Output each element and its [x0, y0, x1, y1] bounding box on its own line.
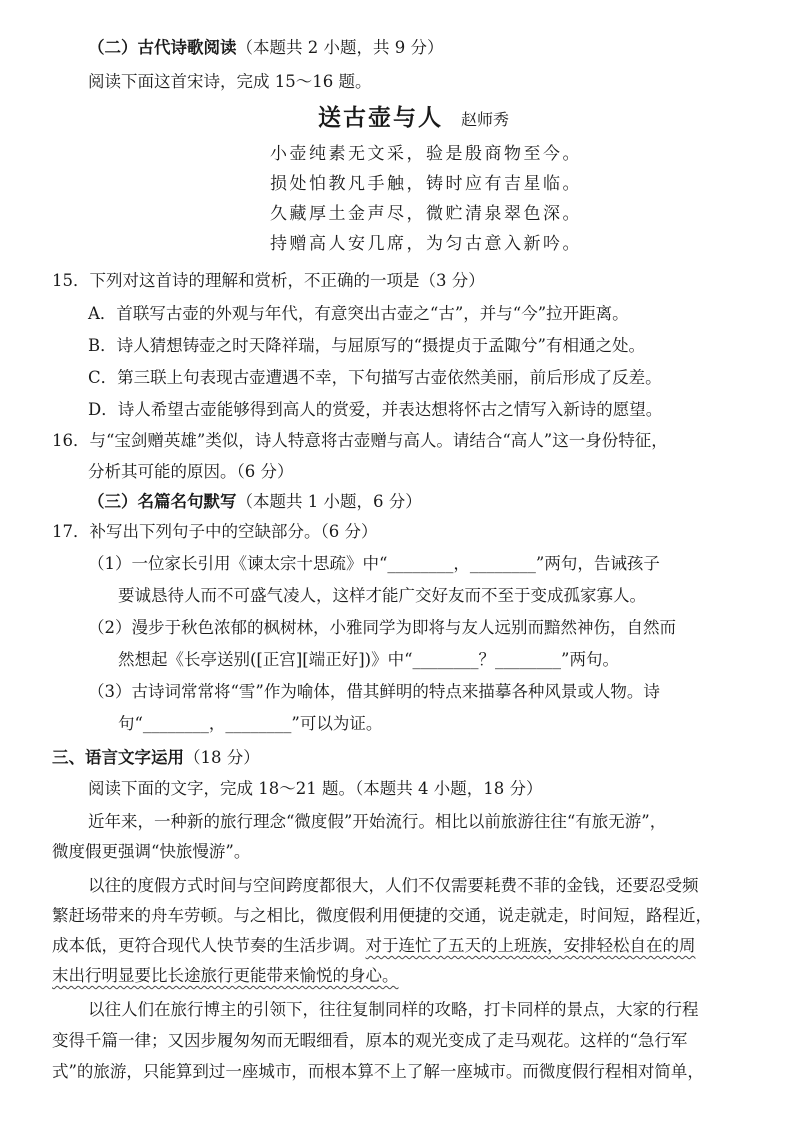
q15-stem: 15．下列对这首诗的理解和赏析，不正确的一项是（3 分） [52, 271, 485, 290]
passage-p2-line-1: 以往的度假方式时间与空间跨度都很大，人们不仅需要耗费不菲的金钱，还要忍受频 [88, 876, 699, 895]
passage-p3-line-1: 以往人们在旅行博主的引领下，往往复制同样的攻略，打卡同样的景点，大家的行程 [88, 1000, 699, 1019]
q17-item-2-line-1: （2）漫步于秋色浓郁的枫树林，小雅同学为即将与友人远别而黯然神伤，自然而 [88, 618, 676, 637]
section3-heading [88, 492, 422, 512]
q17-item-1-line-2: 要诚恳待人而不可盛气凌人，这样才能广交好友而不至于变成孤家寡人。 [118, 586, 646, 605]
part3-title: 三、语言文字运用 [52, 748, 184, 767]
passage-p3-line-3: 式”的旅游，只能算到过一座城市，而根本算不上了解一座城市。而微度假行程相对简单， [52, 1062, 704, 1081]
section3-note: （本题共 1 小题，6 分） [236, 492, 422, 511]
q17-item-2-line-2: 然想起《长亭送别([正宫][端正好])》中“________？________”两句。 [118, 650, 619, 669]
q15-option-d: D．诗人希望古壶能够得到高人的赏爱，并表达想将怀古之情写入新诗的愿望。 [88, 400, 663, 419]
passage-p2-line-4 [52, 966, 399, 986]
q15-option-c: C．第三联上句表现古壶遭遇不幸，下句描写古壶依然美丽，前后形成了反差。 [88, 368, 662, 387]
passage-p1-line-2: 微度假更强调“快旅慢游”。 [52, 842, 251, 861]
poem-author: 赵师秀 [461, 110, 510, 129]
section2-note: （本题共 2 小题，共 9 分） [236, 38, 444, 57]
poem-line-2: 损处怕教凡手触，铸时应有吉星临。 [270, 174, 582, 194]
q16-line-2: 分析其可能的原因。（6 分） [88, 462, 294, 481]
q17-item-3-line-2: 句“________，________”可以为证。 [118, 714, 383, 733]
q17-item-1-line-1: （1）一位家长引用《谏太宗十思疏》中“________，________”两句，告诫孩子 [88, 554, 660, 573]
poem-title: 送古壶与人 [318, 104, 443, 131]
section2-instruction: 阅读下面这首宋诗，完成 15～16 题。 [88, 72, 372, 91]
passage-p2-line-3-plain: 成本低，更符合现代人快节奏的生活步调。 [52, 936, 366, 955]
q15-option-a: A．首联写古壶的外观与年代，有意突出古壶之“古”，并与“今”拉开距离。 [88, 304, 629, 323]
underlined-sentence-part-2: 末出行明显要比长途旅行更能带来愉悦的身心。 [52, 966, 399, 985]
poem-title-line [318, 104, 509, 132]
passage-p3-line-2: 变得千篇一律；又因步履匆匆而无暇细看，原本的观光变成了走马观花。这样的“急行军 [52, 1031, 688, 1050]
poem-line-1: 小壶纯素无文采，验是殷商物至今。 [270, 144, 582, 164]
q15-option-b: B．诗人猜想铸壶之时天降祥瑞，与屈原写的“摄提贞于孟陬兮”有相通之处。 [88, 336, 645, 355]
q17-item-3-line-1: （3）古诗词常常将“雪”作为喻体，借其鲜明的特点来描摹各种风景或人物。诗 [88, 682, 660, 701]
q16-line-1: 16．与“宝剑赠英雄”类似，诗人特意将古壶赠与高人。请结合“高人”这一身份特征， [52, 431, 668, 450]
passage-p2-line-2: 繁赶场带来的舟车劳顿。与之相比，微度假利用便捷的交通，说走就走，时间短，路程近， [52, 906, 712, 925]
part3-instruction: 阅读下面的文字，完成 18～21 题。（本题共 4 小题，18 分） [88, 779, 543, 798]
poem-line-4: 持赠高人安几席，为匀古意入新吟。 [270, 234, 582, 254]
passage-p2-line-3 [52, 936, 696, 956]
section2-heading [88, 38, 443, 58]
part3-note: （18 分） [184, 748, 260, 767]
section3-title: （三）名篇名句默写 [88, 492, 237, 511]
part3-heading [52, 748, 260, 768]
passage-p1-line-1: 近年来，一种新的旅行理念“微度假”开始流行。相比以前旅游往往“有旅无游”， [88, 812, 667, 831]
section2-title: （二）古代诗歌阅读 [88, 38, 237, 57]
underlined-sentence-part-1: 对于连忙了五天的上班族，安排轻松自在的周 [365, 936, 696, 955]
poem-line-3: 久藏厚土金声尽，微贮清泉翠色深。 [270, 204, 582, 224]
q17-stem: 17．补写出下列句子中的空缺部分。（6 分） [52, 522, 378, 541]
